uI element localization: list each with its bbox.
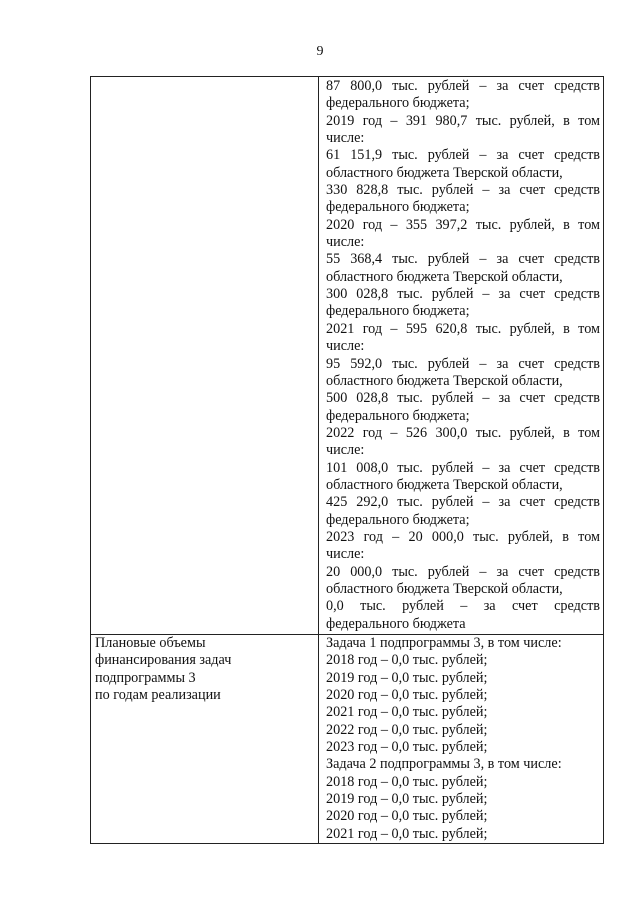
- text-line: 20 000,0 тыс. рублей – за счет средств: [326, 563, 600, 580]
- text-line: областного бюджета Тверской области,: [326, 268, 563, 285]
- table-row: [91, 77, 604, 635]
- text-line: числе:: [326, 338, 365, 355]
- text-line: Плановые объемы: [95, 635, 206, 651]
- text-line: областного бюджета Тверской области,: [326, 372, 563, 389]
- text-line: числе:: [326, 442, 365, 459]
- text-line: 2021 год – 0,0 тыс. рублей;: [326, 825, 488, 842]
- text-line: числе:: [326, 234, 365, 251]
- text-line: 0,0 тыс. рублей – за счет средств: [326, 598, 600, 615]
- text-line: федерального бюджета;: [326, 407, 470, 424]
- text-line: федерального бюджета;: [326, 511, 470, 528]
- text-line: 2021 год – 595 620,8 тыс. рублей, в том: [326, 320, 600, 337]
- text-line: областного бюджета Тверской области,: [326, 164, 563, 181]
- text-line: 2019 год – 391 980,7 тыс. рублей, в том: [326, 112, 600, 129]
- table-cell-right: [319, 77, 604, 635]
- text-line: финансирования задач: [95, 652, 232, 669]
- text-line: 2021 год – 0,0 тыс. рублей;: [326, 704, 488, 721]
- text-line: по годам реализации: [95, 687, 221, 704]
- text-line: 61 151,9 тыс. рублей – за счет средств: [326, 147, 600, 164]
- text-line: 500 028,8 тыс. рублей – за счет средств: [326, 390, 600, 407]
- financing-table: [90, 76, 604, 844]
- text-line: 2023 год – 20 000,0 тыс. рублей, в том: [326, 528, 600, 545]
- table-cell-right: [319, 635, 604, 844]
- text-line: федерального бюджета: [326, 615, 466, 632]
- text-line: областного бюджета Тверской области,: [326, 580, 563, 597]
- text-line: 2022 год – 526 300,0 тыс. рублей, в том: [326, 424, 600, 441]
- text-line: федерального бюджета;: [326, 303, 470, 320]
- text-line: числе:: [326, 130, 365, 147]
- cell-content: [91, 635, 318, 704]
- text-line: 2019 год – 0,0 тыс. рублей;: [326, 791, 488, 808]
- cell-content: [319, 635, 603, 843]
- text-line: 330 828,8 тыс. рублей – за счет средств: [326, 182, 600, 199]
- text-line: 2020 год – 355 397,2 тыс. рублей, в том: [326, 216, 600, 233]
- text-line: 95 592,0 тыс. рублей – за счет средств: [326, 355, 600, 372]
- text-line: 425 292,0 тыс. рублей – за счет средств: [326, 494, 600, 511]
- text-line: подпрограммы 3: [95, 669, 196, 686]
- text-line: 101 008,0 тыс. рублей – за счет средств: [326, 459, 600, 476]
- page-number: 9: [316, 44, 324, 59]
- table-cell-left: [91, 635, 319, 844]
- text-line: Задача 2 подпрограммы 3, в том числе:: [326, 756, 562, 773]
- cell-content: [319, 77, 603, 634]
- table-cell-left: [91, 77, 319, 635]
- text-line: числе:: [326, 546, 365, 563]
- text-line: 55 368,4 тыс. рублей – за счет средств: [326, 251, 600, 268]
- text-line: областного бюджета Тверской области,: [326, 476, 563, 493]
- text-line: 2023 год – 0,0 тыс. рублей;: [326, 739, 488, 756]
- text-line: 2018 год – 0,0 тыс. рублей;: [326, 773, 488, 790]
- table-row: [91, 635, 604, 844]
- text-line: 2019 год – 0,0 тыс. рублей;: [326, 669, 488, 686]
- text-line: 2020 год – 0,0 тыс. рублей;: [326, 687, 488, 704]
- text-line: 300 028,8 тыс. рублей – за счет средств: [326, 286, 600, 303]
- text-line: федерального бюджета;: [326, 199, 470, 216]
- text-line: федерального бюджета;: [326, 95, 470, 112]
- text-line: 2022 год – 0,0 тыс. рублей;: [326, 721, 488, 738]
- text-line: 87 800,0 тыс. рублей – за счет средств: [326, 78, 600, 94]
- text-line: Задача 1 подпрограммы 3, в том числе:: [326, 635, 562, 651]
- text-line: 2018 год – 0,0 тыс. рублей;: [326, 652, 488, 669]
- text-line: 2020 год – 0,0 тыс. рублей;: [326, 808, 488, 825]
